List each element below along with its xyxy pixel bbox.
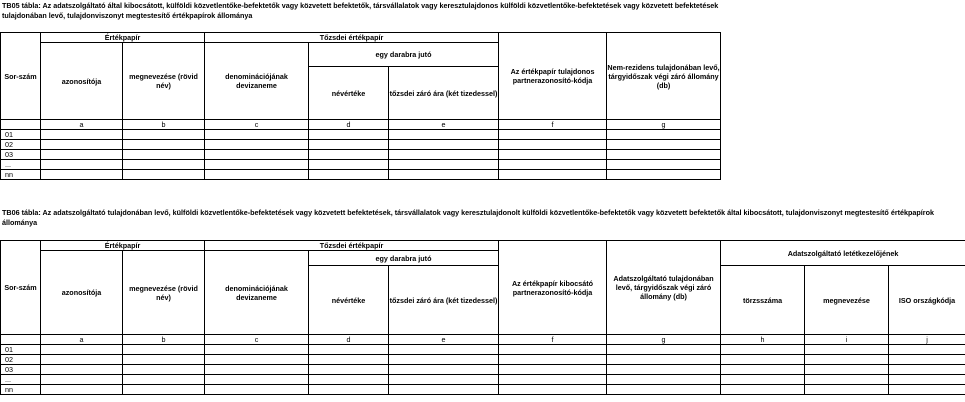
tb06-cell[interactable]	[607, 345, 721, 355]
tb05-ertekpapir-header: Értékpapír	[41, 33, 205, 43]
tb05-cell[interactable]	[389, 130, 499, 140]
tb05-cell[interactable]	[499, 150, 607, 160]
tb06-cell[interactable]	[499, 365, 607, 375]
tb06-cell[interactable]	[889, 345, 965, 355]
tb06-cell[interactable]	[123, 375, 205, 385]
tb06-cell[interactable]	[721, 365, 805, 375]
tb06-sorszam-header: Sor-szám	[1, 241, 41, 335]
tb05-table-row	[1, 150, 721, 160]
tb05-table	[0, 32, 721, 180]
tb05-letter: c	[205, 120, 309, 130]
tb05-cell[interactable]	[123, 140, 205, 150]
tb05-table-row	[1, 130, 721, 140]
tb06-ertekpapir-header: Értékpapír	[41, 241, 205, 251]
tb05-nevertek-header: névértéke	[309, 67, 389, 120]
tb05-cell[interactable]	[41, 160, 123, 170]
tb05-cell[interactable]	[389, 150, 499, 160]
tb05-cell[interactable]	[607, 130, 721, 140]
tb05-row-number: 02	[1, 140, 41, 150]
tb05-cell[interactable]	[499, 160, 607, 170]
tb05-cell[interactable]	[205, 150, 309, 160]
tb06-table-row	[1, 345, 965, 355]
tb06-letter: g	[607, 335, 721, 345]
tb06-table	[0, 240, 965, 395]
tb06-cell[interactable]	[205, 365, 309, 375]
tb06-cell[interactable]	[205, 385, 309, 395]
tb05-letter: a	[41, 120, 123, 130]
tb06-cell[interactable]	[499, 345, 607, 355]
tb05-cell[interactable]	[607, 170, 721, 180]
tb06-letter-blank	[1, 335, 41, 345]
tb06-table-row	[1, 385, 965, 395]
tb05-cell[interactable]	[309, 130, 389, 140]
tb06-row-number: nn	[1, 385, 41, 395]
tb05-megnevezese-header: megnevezése (rövid név)	[123, 43, 205, 120]
tb06-cell[interactable]	[123, 345, 205, 355]
tb06-egy-darabra-header: egy darabra jutó	[309, 251, 499, 266]
tb06-cell[interactable]	[607, 355, 721, 365]
tb06-cell[interactable]	[889, 365, 965, 375]
tb05-cell[interactable]	[41, 140, 123, 150]
tb06-cell[interactable]	[309, 365, 389, 375]
tb06-letter: h	[721, 335, 805, 345]
tb06-cell[interactable]	[123, 355, 205, 365]
tb06-cell[interactable]	[389, 365, 499, 375]
tb06-cell[interactable]	[41, 365, 123, 375]
tb05-cell[interactable]	[389, 140, 499, 150]
tb06-cell[interactable]	[499, 375, 607, 385]
tb06-partner-header: Az értékpapír kibocsátó partnerazonosító-kódja	[499, 241, 607, 335]
tb06-table-row	[1, 355, 965, 365]
tb06-cell[interactable]	[889, 355, 965, 365]
tb06-cell[interactable]	[205, 375, 309, 385]
tb06-letter: a	[41, 335, 123, 345]
tb05-cell[interactable]	[123, 160, 205, 170]
tb06-cell[interactable]	[389, 385, 499, 395]
tb06-letter: b	[123, 335, 205, 345]
tb06-cell[interactable]	[123, 365, 205, 375]
tb05-row-number: nn	[1, 170, 41, 180]
tb06-cell[interactable]	[607, 365, 721, 375]
tb05-cell[interactable]	[123, 130, 205, 140]
tb05-cell[interactable]	[499, 130, 607, 140]
tb06-cell[interactable]	[309, 375, 389, 385]
tb06-table-row	[1, 375, 965, 385]
tb05-table-row	[1, 170, 721, 180]
tb05-zaro-ar-header: tőzsdei záró ára (két tizedessel)	[389, 67, 499, 120]
tb05-cell[interactable]	[309, 150, 389, 160]
tb06-megnevezese-header: megnevezése (rövid név)	[123, 251, 205, 335]
tb06-row-number: 02	[1, 355, 41, 365]
tb06-letter: e	[389, 335, 499, 345]
tb06-row-number: 01	[1, 345, 41, 355]
tb06-letter: c	[205, 335, 309, 345]
tb06-cell[interactable]	[721, 385, 805, 395]
tb05-cell[interactable]	[389, 170, 499, 180]
tb06-cell[interactable]	[309, 385, 389, 395]
tb05-tozsdei-header: Tőzsdei értékpapír	[205, 33, 499, 43]
tb05-cell[interactable]	[123, 150, 205, 160]
tb06-tozsdei-header: Tőzsdei értékpapír	[205, 241, 499, 251]
tb05-cell[interactable]	[607, 150, 721, 160]
tb05-cell[interactable]	[205, 170, 309, 180]
tb06-cell[interactable]	[205, 345, 309, 355]
tb05-title: TB05 tábla: Az adatszolgáltató által kibocsátott, külföldi közvetlentőke-befektetők vagy közvetett befektetők, társvállalatok vagy keresztulajdonos külföldi közvetlentőke-befektetések vagy közvetett befektetések tulajdonában levő, tulajdonviszonyt megtestesítő értékpapírok állománya	[2, 1, 719, 20]
tb05-row-number: 03	[1, 150, 41, 160]
tb06-azonositoja-header: azonosítója	[41, 251, 123, 335]
tb06-cell[interactable]	[41, 375, 123, 385]
tb06-cell[interactable]	[889, 375, 965, 385]
tb06-nevertek-header: névértéke	[309, 266, 389, 335]
tb05-letter-blank	[1, 120, 41, 130]
tb05-sorszam-header: Sor-szám	[1, 33, 41, 120]
tb05-cell[interactable]	[41, 150, 123, 160]
tb05-cell[interactable]	[123, 170, 205, 180]
tb06-cell[interactable]	[205, 355, 309, 365]
tb05-cell[interactable]	[607, 160, 721, 170]
tb05-letter: b	[123, 120, 205, 130]
tb05-azonositoja-header: azonosítója	[41, 43, 123, 120]
tb05-nemrezidens-header: Nem-rezidens tulajdonában levő, tárgyidőszak végi záró állomány (db)	[607, 33, 721, 120]
tb05-cell[interactable]	[309, 160, 389, 170]
tb06-cell[interactable]	[607, 385, 721, 395]
tb05-cell[interactable]	[205, 160, 309, 170]
tb06-cell[interactable]	[123, 385, 205, 395]
tb06-cell[interactable]	[721, 355, 805, 365]
tb06-cell[interactable]	[805, 385, 889, 395]
tb06-cell[interactable]	[805, 355, 889, 365]
tb05-table-row	[1, 160, 721, 170]
tb06-row-number: 03	[1, 365, 41, 375]
tb06-cell[interactable]	[805, 365, 889, 375]
tb05-cell[interactable]	[499, 170, 607, 180]
tb06-cell[interactable]	[889, 385, 965, 395]
tb06-torzsszama-header: törzsszáma	[721, 266, 805, 335]
tb06-cell[interactable]	[805, 375, 889, 385]
tb06-cell[interactable]	[41, 345, 123, 355]
tb06-cell[interactable]	[389, 355, 499, 365]
tb05-letter: e	[389, 120, 499, 130]
tb06-cell[interactable]	[309, 345, 389, 355]
tb06-letter: i	[805, 335, 889, 345]
tb05-cell[interactable]	[309, 170, 389, 180]
tb06-cell[interactable]	[721, 345, 805, 355]
tb06-zaro-ar-header: tőzsdei záró ára (két tizedessel)	[389, 266, 499, 335]
tb06-cell[interactable]	[309, 355, 389, 365]
tb05-cell[interactable]	[499, 140, 607, 150]
tb06-letter: j	[889, 335, 965, 345]
tb06-letetkezelo-header: Adatszolgáltató letétkezelőjének	[721, 241, 965, 266]
tb05-partner-header: Az értékpapír tulajdonos partnerazonosító-kódja	[499, 33, 607, 120]
tb06-cell[interactable]	[389, 345, 499, 355]
tb06-cell[interactable]	[41, 385, 123, 395]
tb05-cell[interactable]	[389, 160, 499, 170]
tb05-row-number: ...	[1, 160, 41, 170]
tb06-letter: d	[309, 335, 389, 345]
tb05-cell[interactable]	[41, 170, 123, 180]
tb06-denominacio-header: denominációjának devizaneme	[205, 251, 309, 335]
tb05-cell[interactable]	[205, 140, 309, 150]
tb05-cell[interactable]	[309, 140, 389, 150]
tb05-letter: d	[309, 120, 389, 130]
tb06-title: TB06 tábla: Az adatszolgáltató tulajdonában levő, külföldi közvetlentőke-befektetések vagy közvetett befektetések, társvállalatok vagy keresztulajdonolt külföldi közvetlentőke-befektetők vagy közvetett befektetők által kibocsátott, tulajdonviszonyt megtestesítő értékpapírok állománya	[2, 208, 934, 227]
tb06-cell[interactable]	[721, 375, 805, 385]
tb06-cell[interactable]	[41, 355, 123, 365]
tb05-row-number: 01	[1, 130, 41, 140]
tb05-letter: g	[607, 120, 721, 130]
tb05-cell[interactable]	[607, 140, 721, 150]
tb06-table-row	[1, 365, 965, 375]
tb06-cell[interactable]	[499, 355, 607, 365]
tb06-letter: f	[499, 335, 607, 345]
tb06-iso-header: ISO országkódja	[889, 266, 965, 335]
tb06-row-number: ...	[1, 375, 41, 385]
tb05-cell[interactable]	[41, 130, 123, 140]
tb05-letter: f	[499, 120, 607, 130]
tb05-denominacio-header: denominációjának devizaneme	[205, 43, 309, 120]
tb05-cell[interactable]	[205, 130, 309, 140]
tb06-cell[interactable]	[607, 375, 721, 385]
tb05-table-row	[1, 140, 721, 150]
tb05-egy-darabra-header: egy darabra jutó	[309, 43, 499, 67]
tb06-adatszolgaltato-header: Adatszolgáltató tulajdonában levő, tárgyidőszak végi záró állomány (db)	[607, 241, 721, 335]
tb06-cell[interactable]	[805, 345, 889, 355]
tb06-cell[interactable]	[389, 375, 499, 385]
tb06-cell[interactable]	[499, 385, 607, 395]
tb06-megnevezese2-header: megnevezése	[805, 266, 889, 335]
